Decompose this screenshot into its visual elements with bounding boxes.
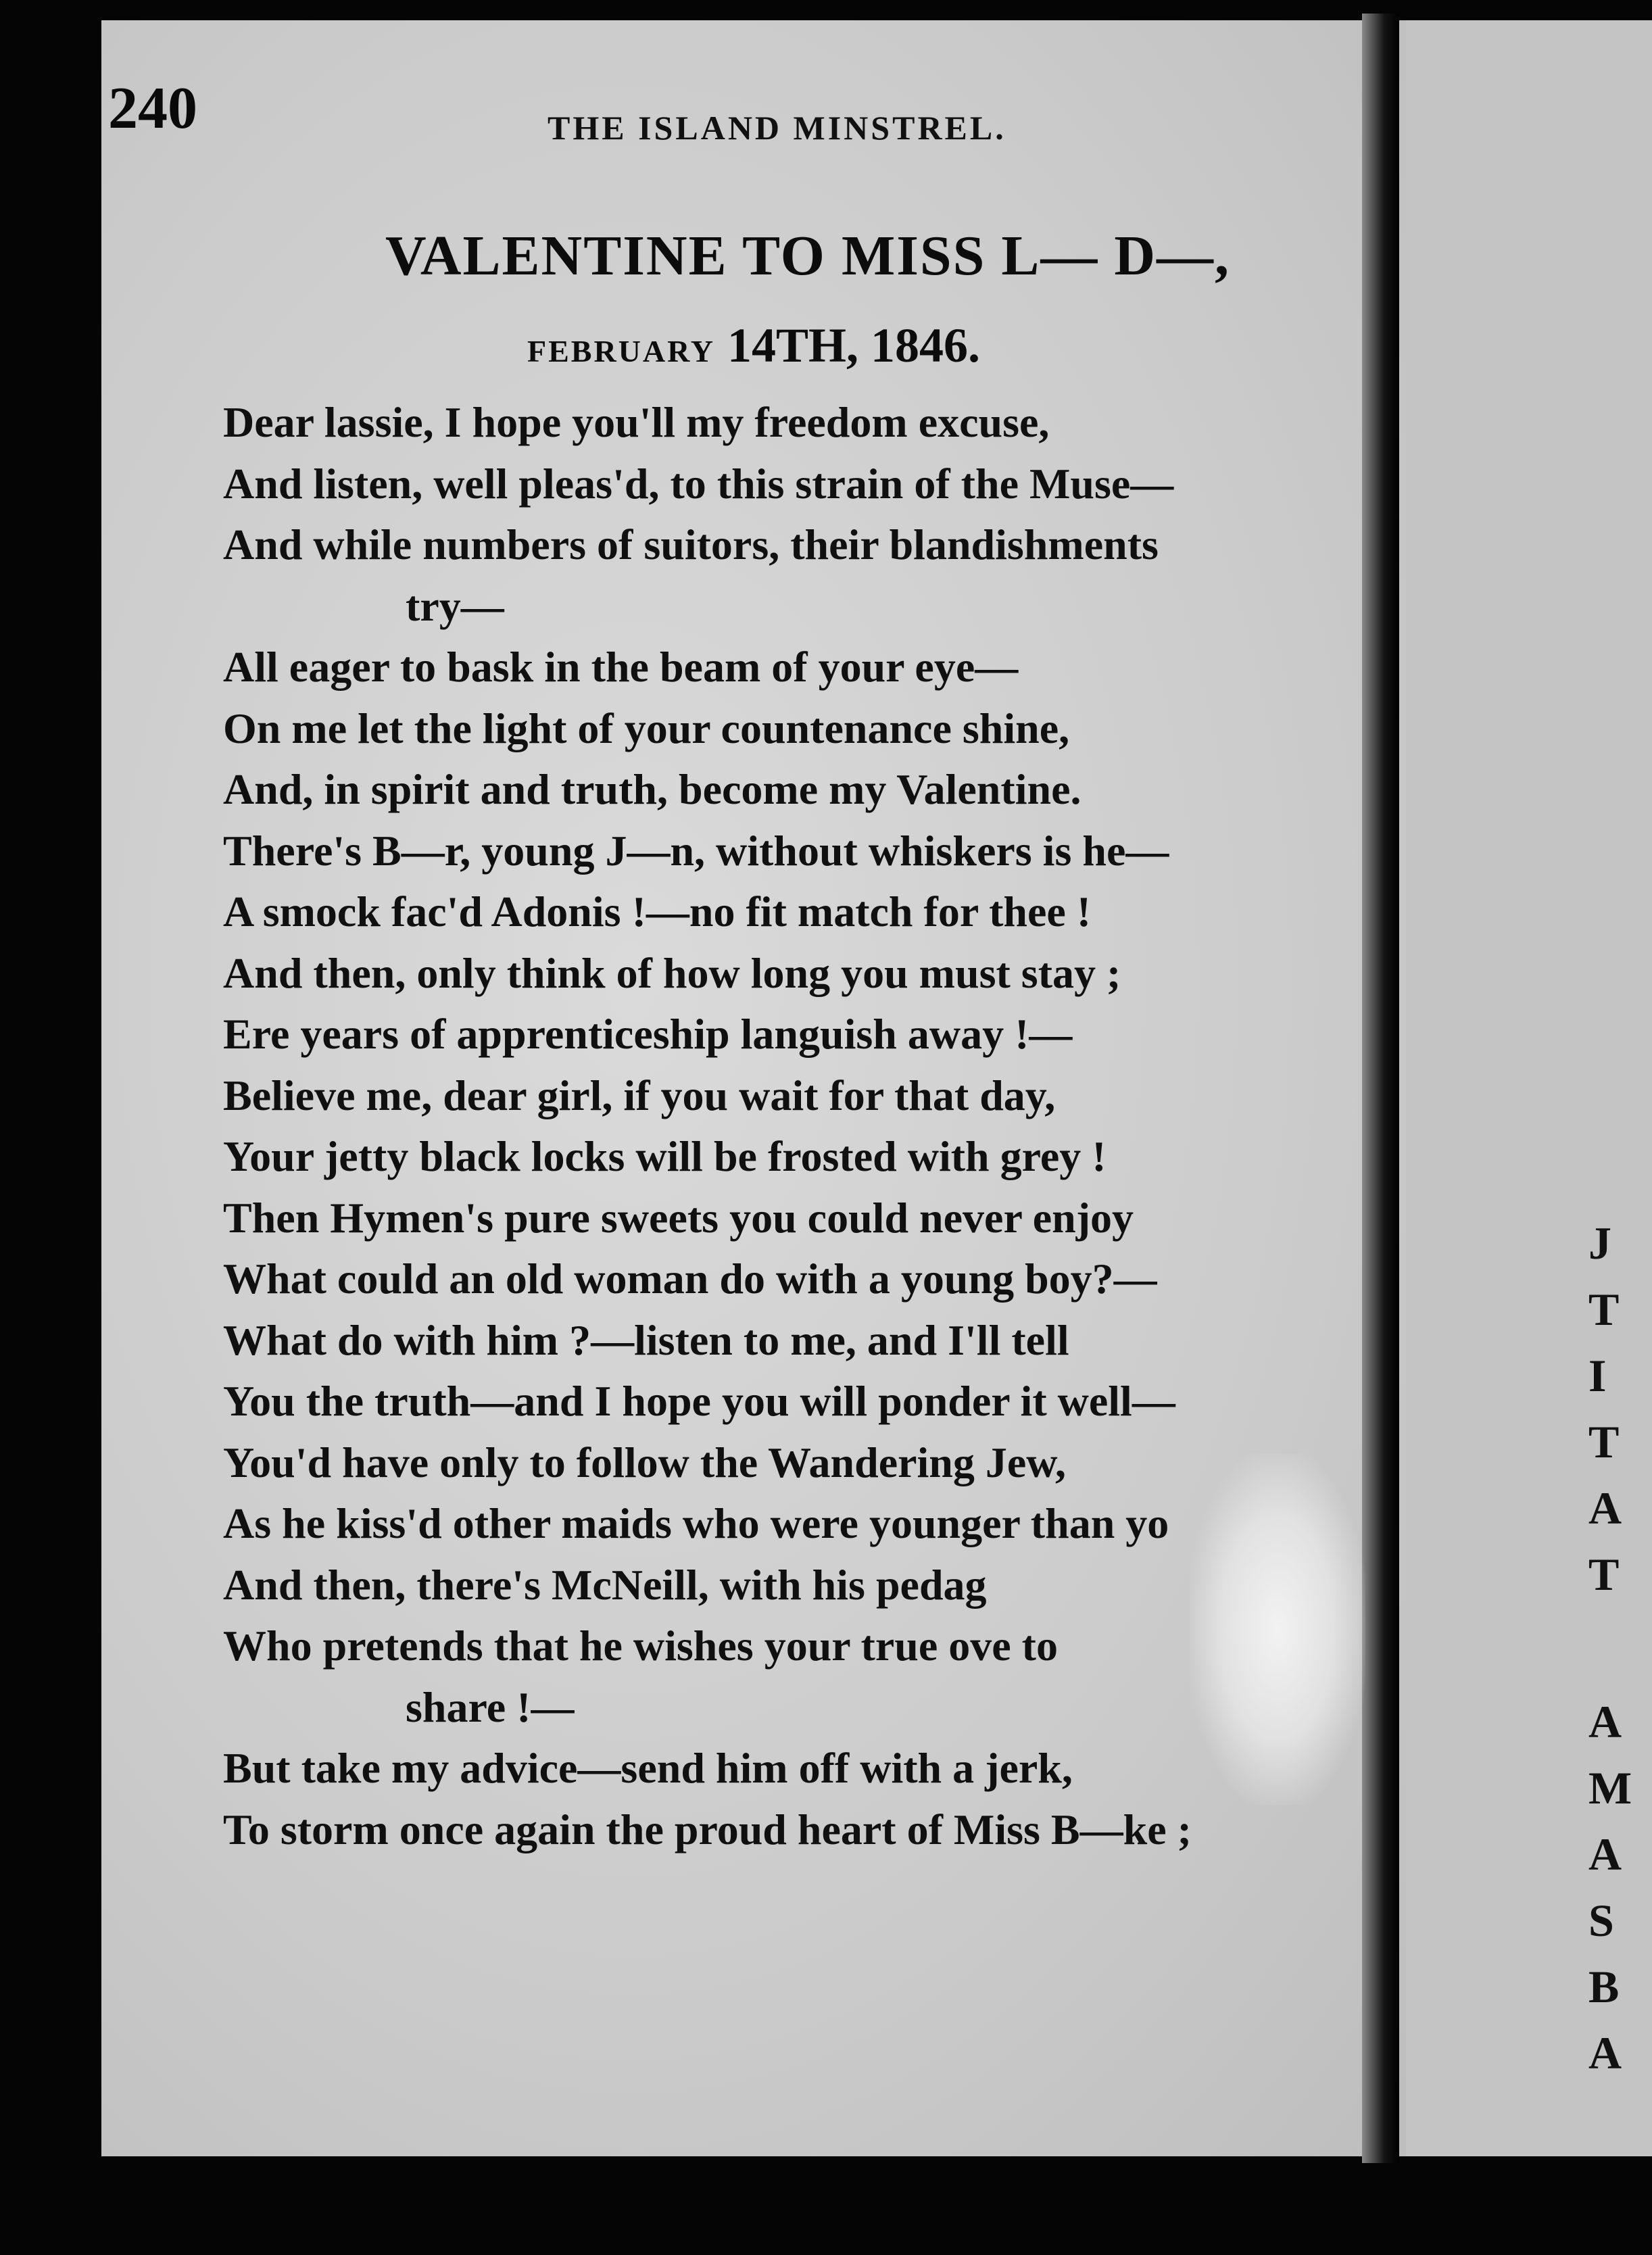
poem-line: And then, there's McNeill, with his pedag (223, 1560, 987, 1609)
poem-line: But take my advice—send him off with a jerk, (223, 1744, 1073, 1792)
poem-line: Dear lassie, I hope you'll my freedom excuse, (223, 398, 1050, 446)
poem-line: Then Hymen's pure sweets you could never enjoy (223, 1193, 1134, 1242)
facing-glyph: S (1588, 1895, 1614, 1946)
poem-line: And listen, well pleas'd, to this strain of the Muse— (223, 459, 1174, 508)
poem-line: Ere years of apprenticeship languish away !— (223, 1010, 1073, 1058)
page-number: 240 (108, 76, 197, 141)
poem-line: What do with him ?—listen to me, and I'll tell (223, 1315, 1069, 1364)
facing-glyph: A (1588, 1482, 1622, 1534)
poem-line: Believe me, dear girl, if you wait for that day, (223, 1071, 1056, 1119)
facing-glyph: T (1588, 1549, 1620, 1600)
poem-line: On me let the light of your countenance shine, (223, 704, 1070, 752)
date-month: FEBRUARY (527, 334, 715, 368)
poem-line: You the truth—and I hope you will ponder it well— (223, 1377, 1175, 1425)
poem-line: To storm once again the proud heart of Miss B—ke ; (223, 1805, 1192, 1853)
poem-dateline (527, 318, 980, 374)
poem-line: You'd have only to follow the Wandering Jew, (223, 1438, 1066, 1486)
facing-glyph: J (1588, 1217, 1611, 1269)
poem-line: Who pretends that he wishes your true ove to (223, 1622, 1058, 1670)
poem-line: A smock fac'd Adonis !—no fit match for thee ! (223, 888, 1092, 936)
poem-line: And, in spirit and truth, become my Valentine. (223, 765, 1082, 813)
poem-line: share !— (406, 1682, 575, 1731)
facing-glyph: T (1588, 1284, 1620, 1335)
book-gutter (1362, 14, 1399, 2163)
ink-smudge (1190, 1453, 1365, 1805)
date-day: 14TH, 1846. (727, 318, 980, 372)
poem-title: VALENTINE TO MISS L— D—, (385, 224, 1231, 287)
facing-page-glyphs (1588, 1210, 1643, 2086)
facing-glyph: M (1588, 1762, 1632, 1814)
poem-line: And while numbers of suitors, their blandishments (223, 520, 1159, 568)
poem-line: Your jetty black locks will be frosted with grey ! (223, 1132, 1107, 1180)
facing-glyph: T (1588, 1416, 1620, 1468)
poem-line: What could an old woman do with a young boy?— (223, 1255, 1157, 1303)
poem-line: try— (406, 581, 504, 630)
facing-glyph: A (1588, 2027, 1622, 2079)
poem-line: As he kiss'd other maids who were younger than yo (223, 1499, 1169, 1547)
facing-glyph: A (1588, 1696, 1622, 1747)
poem-line: All eager to bask in the beam of your eye— (223, 643, 1019, 691)
facing-page (1406, 20, 1652, 2156)
poem-body (223, 392, 1332, 1860)
facing-glyph: A (1588, 1828, 1622, 1880)
poem-line: And then, only think of how long you must stay ; (223, 948, 1121, 997)
running-head: THE ISLAND MINSTREL. (548, 109, 1006, 147)
facing-glyph: B (1588, 1961, 1620, 2012)
poem-line: There's B—r, young J—n, without whiskers is he— (223, 826, 1169, 875)
facing-glyph: I (1588, 1350, 1607, 1401)
